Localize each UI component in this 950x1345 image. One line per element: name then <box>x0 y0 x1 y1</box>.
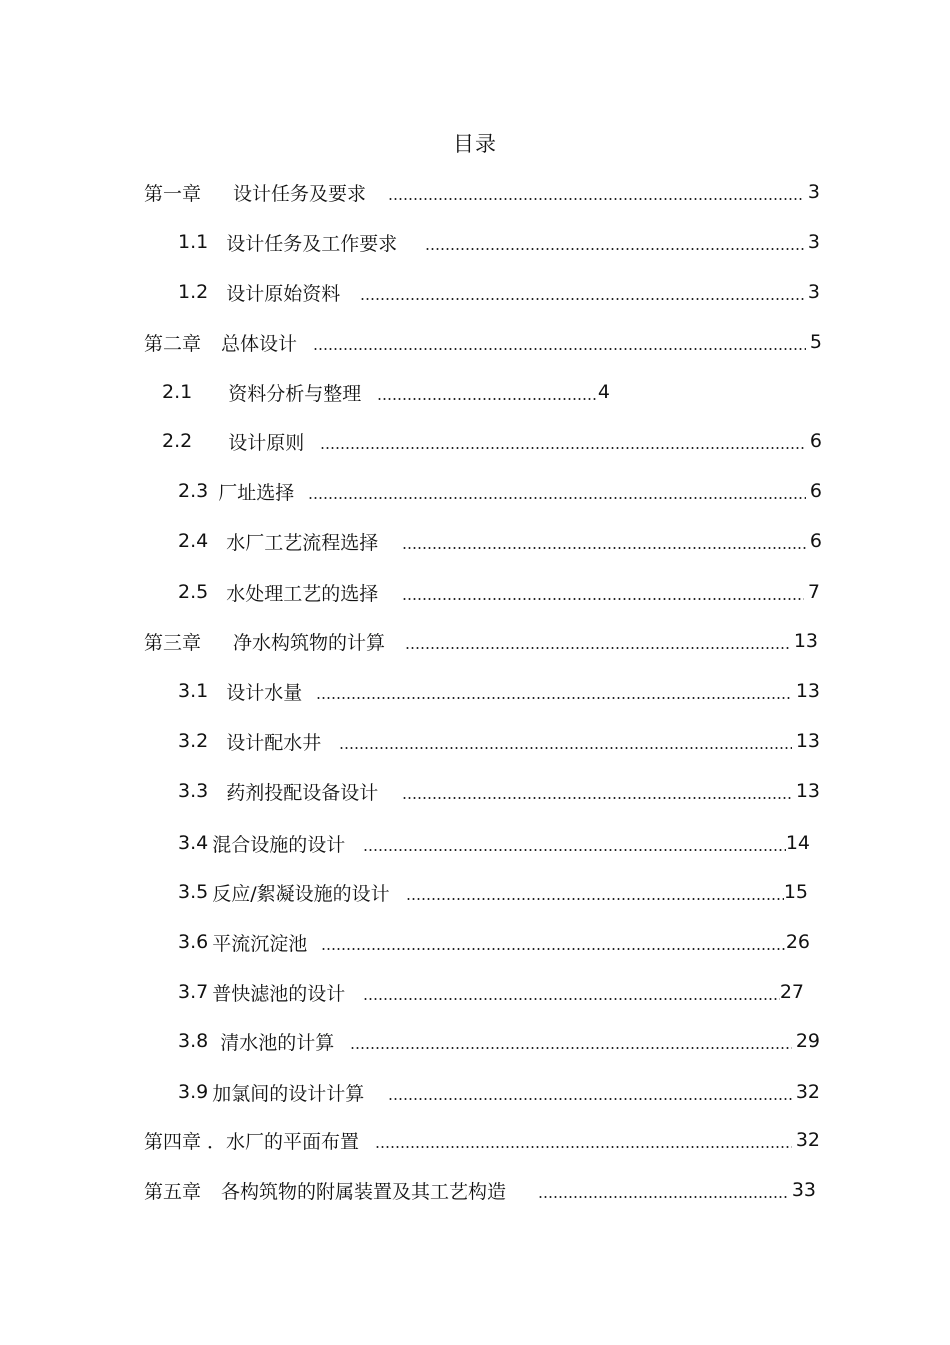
toc-entry-text: 设计任务及要求 <box>233 182 367 205</box>
toc-entry-number: 2.4 <box>178 530 209 552</box>
toc-entry-number: 3.4 <box>178 832 209 854</box>
toc-entry-number: 2.2 <box>162 430 193 452</box>
toc-entry-text: 设计水量 <box>226 681 303 704</box>
toc-entry-page: 13 <box>795 680 820 702</box>
toc-entry-text: 反应/絮凝设施的设计 <box>212 882 390 905</box>
toc-entry-number: 3.5 <box>178 881 209 903</box>
toc-leader-dots <box>363 849 786 851</box>
toc-entry-text: 设计配水井 <box>226 731 322 754</box>
toc-entry-page: 33 <box>791 1179 816 1201</box>
toc-entry-page: 7 <box>807 581 820 603</box>
toc-entry-page: 3 <box>807 281 820 303</box>
toc-entry-number: 3.3 <box>178 780 209 802</box>
toc-entry-page: 27 <box>779 981 804 1003</box>
toc-entry-3-7 <box>178 977 804 1007</box>
toc-entry-number: 3.9 <box>178 1081 209 1103</box>
toc-entry-chapter-2 <box>144 327 822 357</box>
toc-leader-dots <box>406 898 784 900</box>
toc-entry-page: 15 <box>783 881 808 903</box>
toc-entry-page: 13 <box>795 780 820 802</box>
toc-leader-dots <box>308 497 806 499</box>
toc-leader-dots <box>425 248 804 250</box>
toc-leader-dots <box>538 1196 788 1198</box>
toc-leader-dots <box>321 948 786 950</box>
toc-entry-number: 第五章 <box>144 1180 202 1203</box>
toc-leader-dots <box>339 747 792 749</box>
toc-entry-text: 厂址选择 <box>218 481 295 504</box>
toc-leader-dots <box>402 797 792 799</box>
toc-title: 目录 <box>453 132 497 156</box>
toc-entry-3-4 <box>178 828 810 858</box>
toc-entry-3-6 <box>178 927 810 957</box>
toc-entry-chapter-5 <box>144 1175 816 1205</box>
toc-entry-text: 加氯间的设计计算 <box>212 1082 365 1105</box>
toc-entry-3-8 <box>178 1026 820 1056</box>
toc-entry-number: 2.1 <box>162 381 193 403</box>
toc-leader-dots <box>320 447 806 449</box>
toc-entry-page: 3 <box>807 181 820 203</box>
toc-entry-page: 4 <box>597 381 610 403</box>
toc-entry-text: ．水厂的平面布置 <box>207 1130 360 1153</box>
toc-entry-text: 设计原始资料 <box>226 282 341 305</box>
toc-entry-number: 1.1 <box>178 231 209 253</box>
toc-leader-dots <box>402 598 804 600</box>
toc-entry-2-3 <box>178 476 822 506</box>
toc-entry-page: 13 <box>795 730 820 752</box>
toc-leader-dots <box>405 647 790 649</box>
toc-entry-chapter-3 <box>144 626 818 656</box>
toc-entry-text: 各构筑物的附属装置及其工艺构造 <box>221 1180 507 1203</box>
toc-entry-chapter-4 <box>144 1125 820 1155</box>
toc-entry-3-9 <box>178 1077 820 1107</box>
toc-entry-number: 3.7 <box>178 981 209 1003</box>
toc-entry-text: 设计原则 <box>228 431 305 454</box>
toc-entry-page: 26 <box>785 931 810 953</box>
toc-entry-1-2 <box>178 277 820 307</box>
toc-leader-dots <box>377 398 598 400</box>
toc-entry-3-2 <box>178 726 820 756</box>
toc-entry-page: 14 <box>785 832 810 854</box>
toc-entry-text: 设计任务及工作要求 <box>226 232 398 255</box>
toc-entry-page: 32 <box>795 1081 820 1103</box>
toc-entry-text: 平流沉淀池 <box>212 932 308 955</box>
toc-entry-number: 2.5 <box>178 581 209 603</box>
toc-leader-dots <box>388 1098 792 1100</box>
toc-entry-number: 1.2 <box>178 281 209 303</box>
toc-entry-text: 资料分析与整理 <box>228 382 362 405</box>
toc-entry-text: 水处理工艺的选择 <box>226 582 379 605</box>
toc-leader-dots <box>363 998 780 1000</box>
toc-entry-page: 6 <box>809 480 822 502</box>
toc-entry-number: 2.3 <box>178 480 209 502</box>
toc-leader-dots <box>375 1146 792 1148</box>
toc-entry-page: 13 <box>793 630 818 652</box>
toc-entry-3-5 <box>178 877 808 907</box>
toc-entry-page: 29 <box>795 1030 820 1052</box>
toc-entry-number: 第三章 <box>144 631 202 654</box>
toc-entry-page: 5 <box>809 331 822 353</box>
toc-leader-dots <box>350 1047 792 1049</box>
toc-entry-number: 第四章 <box>144 1130 202 1153</box>
toc-entry-2-4 <box>178 526 822 556</box>
toc-entry-1-1 <box>178 227 820 257</box>
toc-leader-dots <box>402 547 806 549</box>
toc-entry-page: 6 <box>809 530 822 552</box>
toc-leader-dots <box>316 697 792 699</box>
toc-entry-text: 清水池的计算 <box>220 1031 335 1054</box>
toc-entry-3-3 <box>178 776 820 806</box>
toc-entry-3-1 <box>178 676 820 706</box>
toc-entry-text: 总体设计 <box>221 332 298 355</box>
toc-leader-dots <box>360 298 804 300</box>
toc-entry-text: 药剂投配设备设计 <box>226 781 379 804</box>
toc-entry-2-2 <box>162 426 822 456</box>
toc-entry-number: 3.1 <box>178 680 209 702</box>
toc-entry-chapter-1 <box>144 177 820 207</box>
toc-entry-page: 32 <box>795 1129 820 1151</box>
toc-entry-2-1 <box>162 377 610 407</box>
toc-entry-text: 混合设施的设计 <box>212 833 346 856</box>
toc-entry-text: 普快滤池的设计 <box>212 982 346 1005</box>
toc-entry-number: 第二章 <box>144 332 202 355</box>
toc-leader-dots <box>388 198 804 200</box>
toc-entry-number: 第一章 <box>144 182 202 205</box>
toc-entry-number: 3.8 <box>178 1030 209 1052</box>
toc-entry-number: 3.6 <box>178 931 209 953</box>
toc-entry-text: 净水构筑物的计算 <box>233 631 386 654</box>
toc-entry-2-5 <box>178 577 820 607</box>
toc-leader-dots <box>313 348 806 350</box>
toc-entry-text: 水厂工艺流程选择 <box>226 531 379 554</box>
toc-entry-number: 3.2 <box>178 730 209 752</box>
toc-entry-page: 3 <box>807 231 820 253</box>
toc-entry-page: 6 <box>809 430 822 452</box>
